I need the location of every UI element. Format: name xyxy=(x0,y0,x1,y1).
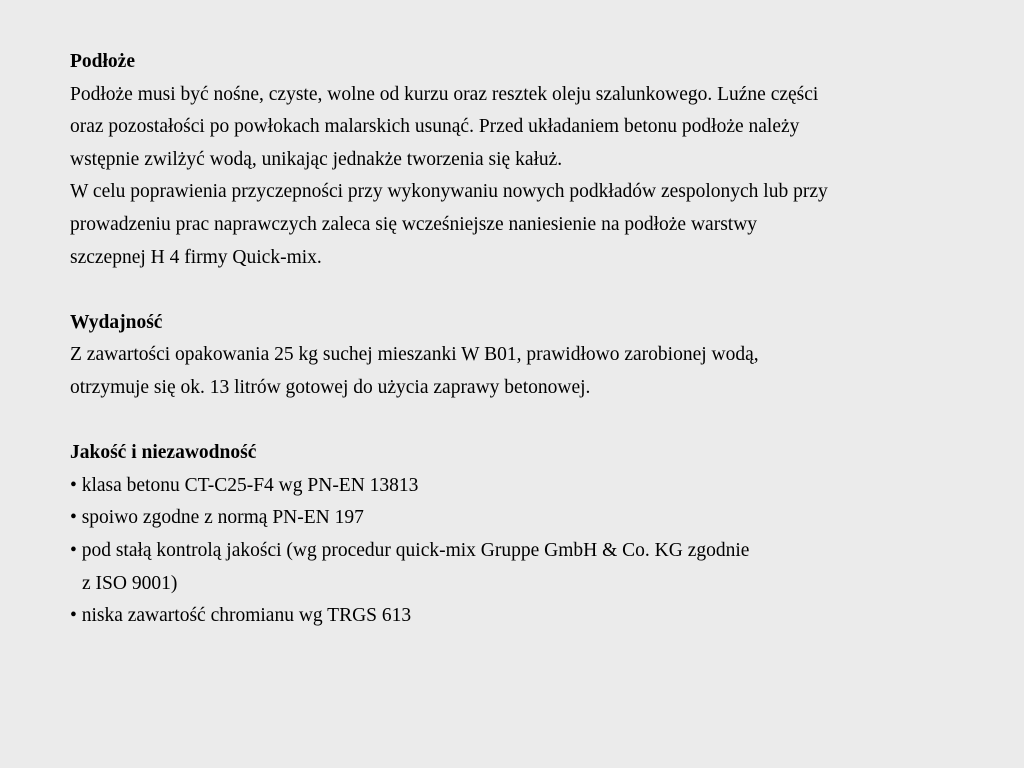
section-heading: Jakość i niezawodność xyxy=(70,442,257,464)
bullet-item: • pod stałą kontrolą jakości (wg procedur quick-mix Gruppe GmbH & Co. KG zgodnie xyxy=(70,535,970,568)
paragraph-line: prowadzeniu prac naprawczych zaleca się wcześniejsze naniesienie na podłoże warstwy xyxy=(70,213,758,235)
section-podloze xyxy=(70,46,970,274)
paragraph-line: oraz pozostałości po powłokach malarskich usunąć. Przed układaniem betonu podłoże należy xyxy=(70,116,800,138)
bullet-item: • klasa betonu CT-C25-F4 wg PN-EN 13813 xyxy=(70,470,970,503)
section-spacer xyxy=(70,405,970,438)
paragraph-line: szczepnej H 4 firmy Quick-mix. xyxy=(70,246,322,268)
section-wydajnosc xyxy=(70,307,970,405)
bullet-item: • niska zawartość chromianu wg TRGS 613 xyxy=(70,600,970,633)
paragraph-line: Z zawartości opakowania 25 kg suchej mieszanki W B01, prawidłowo zarobionej wodą, xyxy=(70,344,759,366)
paragraph-line: Podłoże musi być nośne, czyste, wolne od kurzu oraz resztek oleju szalunkowego. Luźne części xyxy=(70,83,819,105)
section-heading: Wydajność xyxy=(70,311,163,333)
section-spacer xyxy=(70,274,970,307)
bullet-item: • spoiwo zgodne z normą PN-EN 197 xyxy=(70,502,970,535)
paragraph-line: otrzymuje się ok. 13 litrów gotowej do użycia zaprawy betonowej. xyxy=(70,376,591,398)
paragraph-line: wstępnie zwilżyć wodą, unikając jednakże tworzenia się kałuż. xyxy=(70,148,563,170)
document-page xyxy=(70,46,970,633)
bullet-continuation: z ISO 9001) xyxy=(82,572,178,594)
section-jakosc xyxy=(70,437,970,633)
section-heading: Podłoże xyxy=(70,51,135,72)
paragraph-line: W celu poprawienia przyczepności przy wykonywaniu nowych podkładów zespolonych lub przy xyxy=(70,181,828,203)
